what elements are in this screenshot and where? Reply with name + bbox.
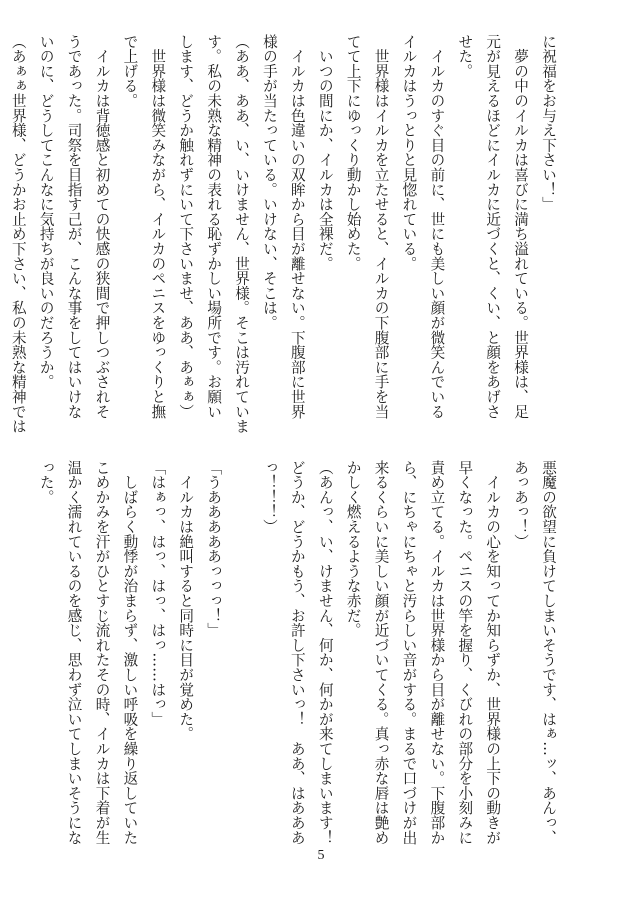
text-line: 元が見えるほどにイルカに近づくと、くい、と顔をあげさ (484, 34, 502, 419)
text-line: っ！！！） (260, 460, 278, 534)
text-line: 「うあああああっっっ！」 (205, 460, 223, 638)
text-line: った。 (37, 460, 55, 505)
text-line (227, 460, 255, 825)
text-line: 様の手が当たっている。いけない、そこは。 (260, 34, 278, 330)
text-line: てて上下にゆっくり動かし始めた。 (344, 34, 362, 271)
text-line: 温かく濡れているのを感じ、思わず泣いてしまいそうにな (65, 460, 83, 845)
upper-text-block (9, 34, 562, 434)
text-line: す。私の未熟な精神の表れる恥ずかしい場所です。お願い (205, 34, 223, 419)
text-line: 世界様は微笑みながら、イルカのペニスをゆっくりと撫 (149, 34, 167, 419)
text-line: （あぁぁ世界様、どうかお止め下さい、私の未熟な精神では (9, 34, 27, 434)
text-line: 早くなった。ペニスの竿を握り、くびれの部分を小刻みに (456, 460, 474, 845)
text-line: イルカは背徳感と初めての快感の狭間で押しつぶされそ (93, 34, 111, 419)
text-line: で上げる。 (121, 34, 139, 108)
text-line: 来るくらいに美しい顔が近づいてくる。真っ赤な唇は艶め (372, 460, 390, 845)
text-line: （ああ、ああ、い、いけません、世界様。そこは汚れていま (233, 34, 251, 434)
text-line: かしく燃えるような赤だ。 (344, 460, 362, 638)
text-line: 夢の中のイルカは喜びに満ち溢れている。世界様は、足 (512, 34, 530, 419)
text-line: いのに、どうしてこんなに気持ちが良いのだろうか。 (37, 34, 55, 390)
text-line: 世界様はイルカを立たせると、イルカの下腹部に手を当 (372, 34, 390, 419)
text-line: イルカはうっとりと見惚れている。 (400, 34, 418, 271)
text-line: ら、にちゃにちゃと汚らしい音がする。まるで口づけが出 (400, 460, 418, 845)
text-line: どうか、どうかもう、お許し下さいっ！ ああ、はあああ (288, 460, 306, 845)
lower-text-block (37, 460, 562, 845)
text-line: 責め立てる。イルカは世界様から目が離せない。下腹部か (428, 460, 446, 845)
text-line: イルカは色違いの双眸から目が離せない。下腹部に世界 (288, 34, 306, 419)
text-line: うであった。司祭を目指す己が、こんな事をしてはいけな (65, 34, 83, 419)
text-line: こめかみを汗がひとすじ流れたその時、イルカは下着が生 (93, 460, 111, 845)
text-line: 「はぁっ、はっ、はっ、はっ……はっ」 (149, 460, 167, 727)
text-line: いつの間にか、イルカは全裸だ。 (316, 34, 334, 271)
text-line: イルカは絶叫すると同時に目が覚めた。 (177, 460, 195, 742)
text-line: イルカの心を知ってか知らずか、世界様の上下の動きが (484, 460, 502, 845)
page-number: 5 (317, 848, 325, 863)
text-line: せた。 (456, 34, 474, 79)
text-line: に祝福をお与え下さい！」 (540, 34, 557, 212)
text-line: 悪魔の欲望に負けてしまいそうです、はぁ…ッ、あんっ、 (540, 460, 557, 845)
text-line: します、どうか触れずにいて下さいませ、ああ、あぁぁ） (177, 34, 195, 419)
text-line: イルカのすぐ目の前に、世にも美しい顔が微笑んでいる (428, 34, 446, 419)
text-line: （あんっ、い、けません、何か、何かが来てしまいます！ (316, 460, 334, 845)
text-line: しばらく動悸が治まらず、激しい呼吸を繰り返していた (121, 460, 139, 845)
text-line: あっあっ！） (512, 460, 530, 549)
